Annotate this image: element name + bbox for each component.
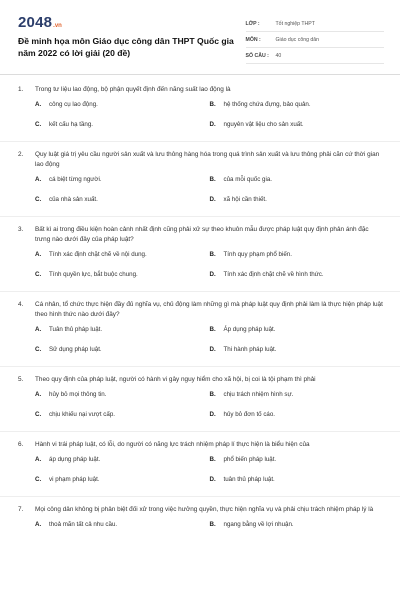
question-item bbox=[18, 505, 384, 541]
option-letter: C. bbox=[35, 346, 42, 353]
option-letter: B. bbox=[209, 251, 216, 258]
meta-row-question-count bbox=[246, 48, 384, 64]
meta-row-subject bbox=[246, 32, 384, 48]
option-letter: B. bbox=[209, 176, 216, 183]
option-text: Áp dụng pháp luật. bbox=[223, 326, 276, 333]
meta-label: LỚP : bbox=[245, 20, 260, 27]
option-letter: A. bbox=[35, 391, 42, 398]
answer-option[interactable] bbox=[210, 121, 385, 141]
answer-options bbox=[35, 521, 384, 541]
option-letter: A. bbox=[35, 101, 42, 108]
answer-options bbox=[35, 326, 384, 366]
option-text: Tính xác định chặt chẽ về hình thức. bbox=[223, 271, 324, 278]
meta-value: 40 bbox=[275, 52, 282, 59]
question-item bbox=[18, 375, 384, 431]
question-divider bbox=[0, 141, 400, 142]
logo-sub-text: .vn bbox=[53, 23, 62, 29]
option-text: nguyên vật liệu cho sản xuất. bbox=[223, 121, 304, 128]
answer-option[interactable] bbox=[210, 391, 385, 411]
option-letter: D. bbox=[209, 411, 216, 418]
answer-option[interactable] bbox=[210, 251, 385, 271]
meta-value: Giáo dục công dân bbox=[275, 36, 320, 43]
option-text: phổ biến pháp luật. bbox=[223, 456, 277, 463]
question-item bbox=[18, 225, 384, 291]
option-letter: B. bbox=[209, 326, 216, 333]
answer-options bbox=[35, 101, 384, 141]
option-text: chịu trách nhiệm hình sự. bbox=[223, 391, 294, 398]
answer-option[interactable] bbox=[35, 346, 210, 366]
option-text: Tính quyền lực, bắt buộc chung. bbox=[49, 271, 138, 278]
answer-option[interactable] bbox=[35, 251, 210, 271]
header-divider bbox=[0, 74, 400, 75]
question-text: Hành vi trái pháp luật, có lỗi, do người có năng lực trách nhiệm pháp lí thực hiện là biểu hiện của bbox=[35, 441, 310, 448]
answer-option[interactable] bbox=[35, 121, 210, 141]
option-letter: C. bbox=[35, 271, 42, 278]
option-text: áp dụng pháp luật. bbox=[49, 456, 101, 463]
question-item bbox=[18, 440, 384, 496]
answer-options bbox=[35, 176, 384, 216]
answer-option[interactable] bbox=[35, 271, 210, 291]
answer-option[interactable] bbox=[210, 326, 385, 346]
option-text: chịu khiếu nại vượt cấp. bbox=[49, 411, 115, 418]
question-number: 5. bbox=[18, 376, 24, 383]
option-text: ngang bằng về lợi nhuận. bbox=[223, 521, 294, 528]
question-number: 4. bbox=[18, 301, 24, 308]
option-letter: B. bbox=[209, 101, 216, 108]
question-text: Theo quy định của pháp luật, người có hành vi gây nguy hiểm cho xã hội, bị coi là tội phạm thì phải bbox=[35, 376, 316, 383]
answer-option[interactable] bbox=[210, 196, 385, 216]
logo-main-text: 2048 bbox=[18, 14, 53, 31]
question-text: Bất kì ai trong điều kiện hoàn cảnh nhất định cũng phải xử sự theo khuôn mẫu được pháp luật quy định phản ánh đặc trưng nào dưới đây của pháp luật? bbox=[35, 226, 369, 243]
option-text: kết cấu hạ tầng. bbox=[49, 121, 94, 128]
answer-option[interactable] bbox=[35, 391, 210, 411]
answer-option[interactable] bbox=[210, 101, 385, 121]
answer-option[interactable] bbox=[210, 521, 385, 541]
question-number: 7. bbox=[18, 506, 24, 513]
answer-option[interactable] bbox=[35, 196, 210, 216]
option-text: hủy bỏ mọi thông tin. bbox=[49, 391, 107, 398]
option-text: Sử dụng pháp luật. bbox=[49, 346, 102, 353]
answer-option[interactable] bbox=[35, 411, 210, 431]
meta-value: Tốt nghiệp THPT bbox=[275, 20, 315, 27]
question-text: Mọi công dân không bị phân biệt đối xử trong việc hưởng quyền, thực hiện nghĩa vụ và phải chịu trách nhiệm pháp lý là bbox=[35, 506, 374, 513]
option-letter: C. bbox=[35, 411, 42, 418]
question-item bbox=[18, 150, 384, 216]
question-number: 1. bbox=[18, 86, 24, 93]
answer-option[interactable] bbox=[210, 271, 385, 291]
question-number: 2. bbox=[18, 151, 24, 158]
option-letter: A. bbox=[35, 456, 42, 463]
option-text: Tuân thủ pháp luật. bbox=[49, 326, 103, 333]
brand-block bbox=[18, 14, 246, 59]
answer-option[interactable] bbox=[35, 176, 210, 196]
option-text: của nhà sản xuất. bbox=[49, 196, 98, 203]
option-letter: B. bbox=[209, 456, 216, 463]
option-letter: C. bbox=[35, 121, 42, 128]
meta-row-class bbox=[246, 16, 384, 32]
answer-option[interactable] bbox=[35, 101, 210, 121]
option-text: Tính xác định chặt chẽ về nội dung. bbox=[49, 251, 147, 258]
answer-options bbox=[35, 391, 384, 431]
option-text: thoả mãn tất cả nhu cầu. bbox=[49, 521, 118, 528]
answer-option[interactable] bbox=[210, 456, 385, 476]
question-divider bbox=[0, 366, 400, 367]
question-divider bbox=[0, 291, 400, 292]
question-text: Trong tư liệu lao động, bộ phận quyết định đến năng suất lao động là bbox=[35, 86, 231, 93]
answer-option[interactable] bbox=[35, 521, 210, 541]
meta-label: SỐ CÂU : bbox=[245, 52, 269, 59]
answer-options bbox=[35, 456, 384, 496]
answer-options bbox=[35, 251, 384, 291]
question-text: Cá nhân, tổ chức thực hiện đầy đủ nghĩa vụ, chủ động làm những gì mà pháp luật quy định phải làm là thực hiện pháp luật theo hình thức nào dưới đây? bbox=[35, 301, 383, 318]
option-text: tuân thủ pháp luật. bbox=[223, 476, 275, 483]
option-text: công cụ lao động. bbox=[49, 101, 98, 108]
option-text: hệ thống chứa đựng, bảo quản. bbox=[223, 101, 311, 108]
option-text: của mỗi quốc gia. bbox=[223, 176, 272, 183]
answer-option[interactable] bbox=[210, 476, 385, 496]
meta-label: MÔN : bbox=[245, 36, 261, 43]
option-letter: D. bbox=[209, 196, 216, 203]
option-letter: D. bbox=[209, 121, 216, 128]
question-item bbox=[18, 85, 384, 141]
exam-title: Đề minh họa môn Giáo dục công dân THPT Quốc gia năm 2022 có lời giải (20 đề) bbox=[18, 36, 234, 58]
question-number: 3. bbox=[18, 226, 24, 233]
option-letter: C. bbox=[35, 196, 42, 203]
question-divider bbox=[0, 496, 400, 497]
option-text: hủy bỏ đơn tố cáo. bbox=[223, 411, 276, 418]
answer-option[interactable] bbox=[210, 411, 385, 431]
answer-option[interactable] bbox=[35, 476, 210, 496]
option-letter: A. bbox=[35, 251, 42, 258]
option-letter: B. bbox=[209, 391, 216, 398]
answer-option[interactable] bbox=[210, 346, 385, 366]
option-letter: A. bbox=[35, 176, 42, 183]
option-letter: B. bbox=[209, 521, 216, 528]
option-letter: C. bbox=[35, 476, 42, 483]
option-text: cá biệt từng người. bbox=[49, 176, 102, 183]
option-text: xã hội cần thiết. bbox=[223, 196, 267, 203]
exam-header bbox=[18, 14, 384, 64]
site-logo[interactable] bbox=[18, 14, 246, 31]
answer-option[interactable] bbox=[35, 456, 210, 476]
option-text: Tính quy phạm phổ biến. bbox=[223, 251, 292, 258]
question-divider bbox=[0, 431, 400, 432]
option-letter: A. bbox=[35, 521, 42, 528]
answer-option[interactable] bbox=[35, 326, 210, 346]
question-divider bbox=[0, 216, 400, 217]
option-text: Thi hành pháp luật. bbox=[223, 346, 277, 353]
option-text: vi phạm pháp luật. bbox=[49, 476, 100, 483]
option-letter: D. bbox=[209, 476, 216, 483]
question-number: 6. bbox=[18, 441, 24, 448]
question-text: Quy luật giá trị yêu cầu người sản xuất và lưu thông hàng hóa trong quá trình sản xuất và lưu thông phải căn cứ thời gian lao động bbox=[35, 151, 380, 168]
exam-meta-table bbox=[246, 16, 384, 64]
question-list bbox=[18, 85, 384, 541]
option-letter: A. bbox=[35, 326, 42, 333]
option-letter: D. bbox=[209, 271, 216, 278]
answer-option[interactable] bbox=[210, 176, 385, 196]
question-item bbox=[18, 300, 384, 366]
option-letter: D. bbox=[209, 346, 216, 353]
